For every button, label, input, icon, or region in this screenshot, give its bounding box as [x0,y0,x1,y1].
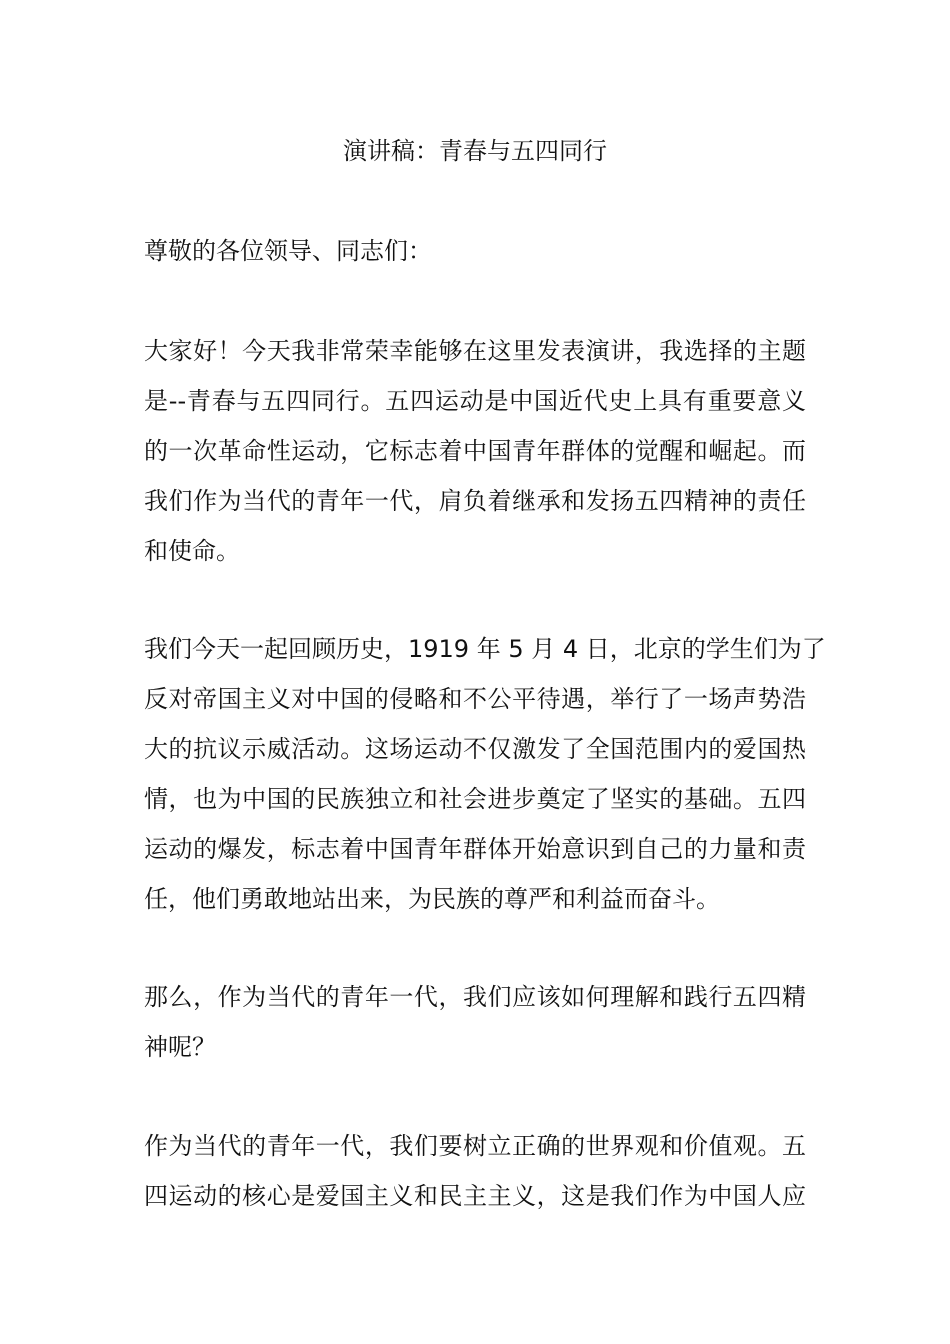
paragraph-line: 是--青春与五四同行。五四运动是中国近代史上具有重要意义 [144,387,806,415]
paragraph-line: 和使命。 [144,537,240,565]
paragraph-line: 作为当代的青年一代，我们要树立正确的世界观和价值观。五 [144,1132,806,1160]
paragraph-line: 大家好！今天我非常荣幸能够在这里发表演讲，我选择的主题 [144,337,806,365]
document-title: 演讲稿：青春与五四同行 [343,137,607,165]
paragraph-4 [144,1121,806,1221]
paragraph-line: 大的抗议示威活动。这场运动不仅激发了全国范围内的爱国热 [144,735,806,763]
paragraph-line: 情，也为中国的民族独立和社会进步奠定了坚实的基础。五四 [144,785,806,813]
paragraph-line: 神呢？ [144,1033,216,1061]
paragraph-line: 四运动的核心是爱国主义和民主主义，这是我们作为中国人应 [144,1182,806,1210]
paragraph-line: 那么，作为当代的青年一代，我们应该如何理解和践行五四精 [144,983,806,1011]
salutation [144,226,806,276]
paragraph-line: 任，他们勇敢地站出来，为民族的尊严和利益而奋斗。 [144,885,720,913]
paragraph-line: 运动的爆发，标志着中国青年群体开始意识到自己的力量和责 [144,835,806,863]
paragraph-3 [144,972,806,1072]
paragraph-line: 我们作为当代的青年一代，肩负着继承和发扬五四精神的责任 [144,487,806,515]
salutation-line: 尊敬的各位领导、同志们： [144,237,432,265]
paragraph-line: 的一次革命性运动，它标志着中国青年群体的觉醒和崛起。而 [144,437,806,465]
paragraph-line: 反对帝国主义对中国的侵略和不公平待遇，举行了一场声势浩 [144,685,806,713]
paragraph-1 [144,326,806,576]
paragraph-2 [144,624,826,924]
paragraph-line: 我们今天一起回顾历史，1919 年 5 月 4 日，北京的学生们为了 [144,635,826,663]
